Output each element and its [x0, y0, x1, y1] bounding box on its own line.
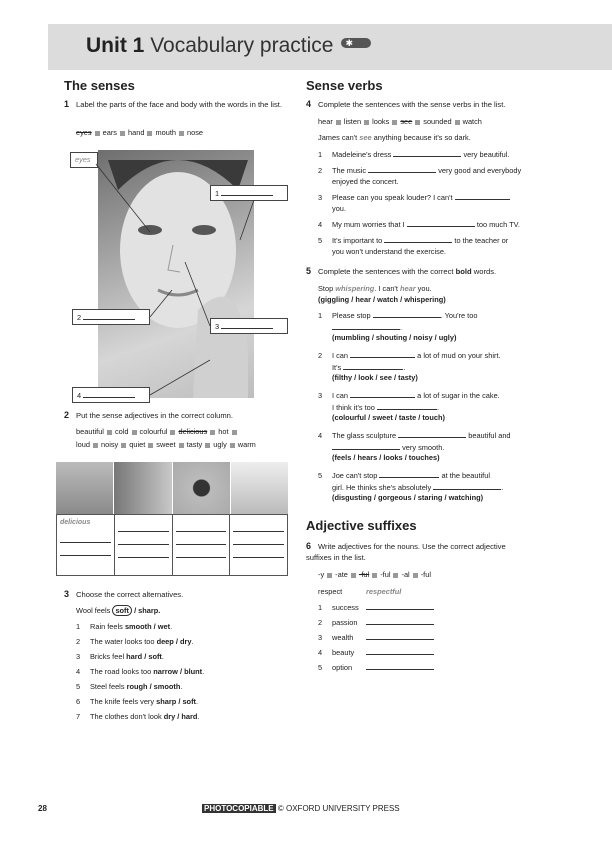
ex5-example: Stop whispering. I can't hear you. (giggling / hear / watch / whispering) — [318, 284, 446, 304]
ex6-example: respect respectful — [318, 587, 402, 596]
ear-photo — [114, 462, 172, 514]
column-taste[interactable]: delicious — [57, 515, 115, 575]
ex3-item-2[interactable]: 2 The water looks too deep / dry. — [76, 637, 194, 646]
ex3-example: Wool feels soft / sharp. — [76, 606, 161, 615]
ex4-item-4[interactable]: 4 My mum worries that I too much TV. — [318, 220, 520, 229]
copyright-line: PHOTOCOPIABLE © OXFORD UNIVERSITY PRESS — [204, 804, 400, 813]
column-see[interactable] — [173, 515, 231, 575]
label-box-4[interactable]: 4 — [72, 387, 150, 403]
sense-photos-row — [56, 462, 288, 514]
ex6-instruction: 6 Write adjectives for the nouns. Use the correct adjective suffixes in the list. — [306, 541, 506, 562]
ex4-item-1[interactable]: 1 Madeleine's dress very beautiful. — [318, 150, 510, 159]
section-title-adjective-suffixes: Adjective suffixes — [306, 518, 417, 533]
section-title-sense-verbs: Sense verbs — [306, 78, 383, 93]
page-title: Unit 1 Vocabulary practice ✱ — [86, 34, 371, 58]
ex5-item-4[interactable]: 4 The glass sculpture beautiful and very smooth. (feels / hears / looks / touches) — [318, 431, 511, 462]
ex6-item-2[interactable]: 2 passion — [318, 617, 434, 629]
sense-columns-table — [56, 514, 288, 576]
ex3-item-6[interactable]: 6 The knife feels very sharp / soft. — [76, 697, 199, 706]
column-touch[interactable] — [230, 515, 287, 575]
ex1-instruction: 1 Label the parts of the face and body with the words in the list. — [64, 99, 282, 109]
ex6-item-5[interactable]: 5 option — [318, 662, 434, 674]
section-title-senses: The senses — [64, 78, 135, 93]
column-hear[interactable] — [115, 515, 173, 575]
ex4-word-list: hear listen looks see sounded watch — [318, 117, 482, 126]
ex3-instruction: 3 Choose the correct alternatives. — [64, 589, 184, 599]
ex4-item-5[interactable]: 5 It's important to to the teacher or you won't understand the exercise. — [318, 236, 509, 256]
ex2-word-list-line1: beautiful cold colourful delicious hot — [76, 427, 240, 436]
ex4-example: James can't see anything because it's so dark. — [318, 133, 471, 142]
ex5-item-5[interactable]: 5 Joe can't stop at the beautiful girl. He thinks she's absolutely . (disgusting / gorgeous / staring / watching) — [318, 471, 504, 502]
ex6-item-1[interactable]: 1 success — [318, 602, 434, 614]
ex6-suffix-list: -y -ate -ful -ful -al -ful — [318, 570, 431, 579]
ex6-item-3[interactable]: 3 wealth — [318, 632, 434, 644]
ex4-instruction: 4 Complete the sentences with the sense verbs in the list. — [306, 99, 506, 109]
ex2-word-list-line2: loud noisy quiet sweet tasty ugly warm — [76, 440, 256, 449]
label-box-3[interactable]: 3 — [210, 318, 288, 334]
label-box-1[interactable]: 1 — [210, 185, 288, 201]
ex5-item-2[interactable]: 2 I can a lot of mud on your shirt. It's . (filthy / look / see / tasty) — [318, 351, 501, 382]
ex4-item-3[interactable]: 3 Please can you speak louder? I can't you. — [318, 192, 510, 214]
eye-photo — [173, 462, 231, 514]
page-number: 28 — [38, 804, 47, 813]
ex3-item-4[interactable]: 4 The road looks too narrow / blunt. — [76, 667, 205, 676]
ex5-item-1[interactable]: 1 Please stop . You're too . (mumbling / shouting / noisy / ugly) — [318, 311, 478, 342]
difficulty-star-icon: ✱ — [341, 38, 371, 48]
label-box-2[interactable]: 2 — [72, 309, 150, 325]
ex3-item-5[interactable]: 5 Steel feels rough / smooth. — [76, 682, 183, 691]
ex4-item-2[interactable]: 2 The music very good and everybody enjoyed the concert. — [318, 166, 522, 186]
ex5-instruction: 5 Complete the sentences with the correct bold words. — [306, 266, 497, 276]
ex2-instruction: 2 Put the sense adjectives in the correct column. — [64, 410, 234, 420]
ex3-item-1[interactable]: 1 Rain feels smooth / wet. — [76, 622, 173, 631]
mouth-photo — [56, 462, 114, 514]
ex3-item-3[interactable]: 3 Bricks feel hard / soft. — [76, 652, 164, 661]
ex3-item-7[interactable]: 7 The clothes don't look dry / hard. — [76, 712, 200, 721]
ex6-item-4[interactable]: 4 beauty — [318, 647, 434, 659]
label-box-eyes: eyes — [70, 152, 98, 168]
hand-photo — [231, 462, 288, 514]
ex5-item-3[interactable]: 3 I can a lot of sugar in the cake. I think it's too . (colourful / sweet / taste / touch) — [318, 391, 500, 422]
ex1-word-list: eyes ears hand mouth nose — [76, 128, 204, 137]
